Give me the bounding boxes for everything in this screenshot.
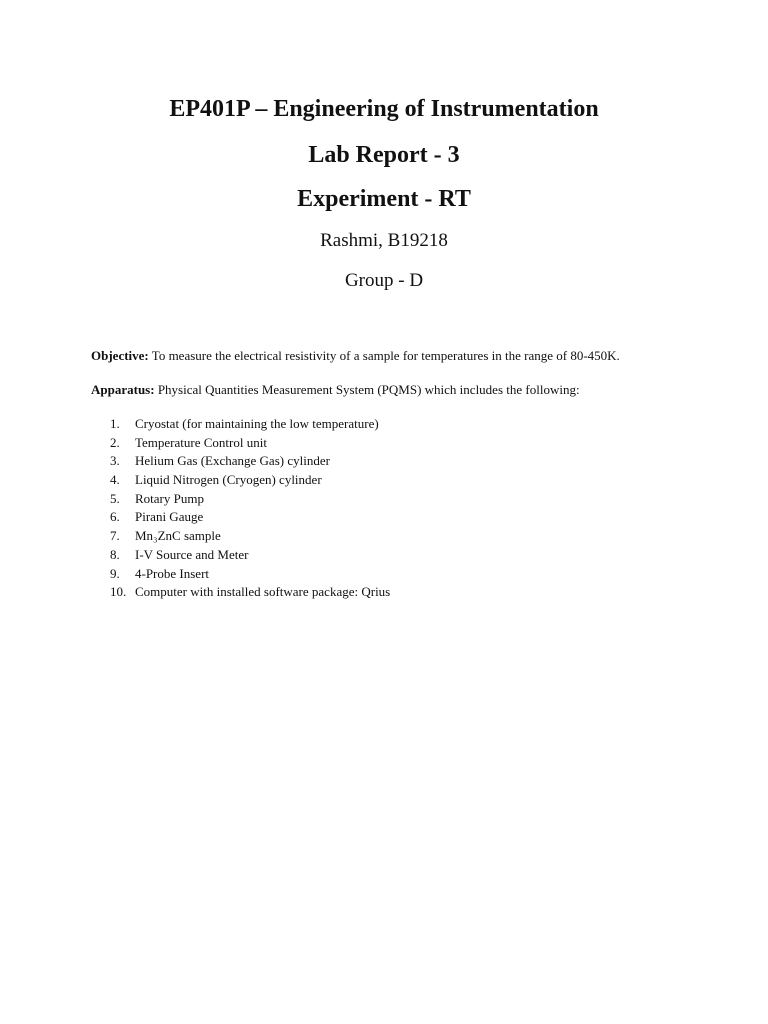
- objective-text: To measure the electrical resistivity of a sample for temperatures in the range of 80-450K.: [148, 348, 620, 363]
- objective-paragraph: [91, 348, 711, 364]
- list-item-text: Mn₃ZnC sample: [135, 528, 221, 544]
- list-item-text: Rotary Pump: [135, 490, 204, 506]
- list-item-number: 4.: [110, 472, 120, 488]
- list-item-text: Temperature Control unit: [135, 434, 267, 450]
- list-item-number: 6.: [110, 509, 120, 525]
- apparatus-label: Apparatus:: [91, 382, 155, 397]
- objective-label: Objective:: [91, 348, 149, 363]
- list-item: [0, 491, 768, 510]
- list-item: [0, 566, 768, 585]
- group-line: Group - D: [344, 270, 424, 291]
- list-item-text: Pirani Gauge: [135, 509, 204, 525]
- course-title: EP401P – Engineering of Instrumentation: [169, 96, 599, 122]
- list-item-number: 5.: [110, 490, 120, 506]
- apparatus-list: [0, 416, 768, 603]
- list-item-number: 2.: [110, 434, 120, 450]
- list-item: [0, 547, 768, 566]
- author-line: Rashmi, B19218: [320, 230, 448, 251]
- apparatus-paragraph: [91, 382, 711, 398]
- list-item: [0, 528, 768, 547]
- list-item: [0, 453, 768, 472]
- list-item-text: 4-Probe Insert: [135, 565, 210, 581]
- list-item: [0, 584, 768, 603]
- list-item-text: Liquid Nitrogen (Cryogen) cylinder: [135, 472, 322, 488]
- experiment-title: Experiment - RT: [297, 186, 471, 212]
- list-item: [0, 509, 768, 528]
- list-item: [0, 472, 768, 491]
- list-item-number: 7.: [110, 528, 120, 544]
- list-item-number: 1.: [110, 416, 120, 431]
- list-item-text: Cryostat (for maintaining the low temperature): [135, 416, 379, 431]
- list-item: [0, 435, 768, 454]
- apparatus-text: Physical Quantities Measurement System (PQMS) which includes the following:: [154, 382, 580, 397]
- list-item-number: 8.: [110, 546, 120, 562]
- list-item: [0, 416, 768, 435]
- list-item-number: 9.: [110, 565, 120, 581]
- list-item-number: 3.: [110, 453, 120, 469]
- report-title: Lab Report - 3: [308, 142, 460, 168]
- list-item-text: I-V Source and Meter: [135, 546, 249, 562]
- list-item-number: 10.: [110, 584, 127, 600]
- list-item-text: Computer with installed software package: Qrius: [135, 584, 391, 600]
- list-item-text: Helium Gas (Exchange Gas) cylinder: [135, 453, 330, 469]
